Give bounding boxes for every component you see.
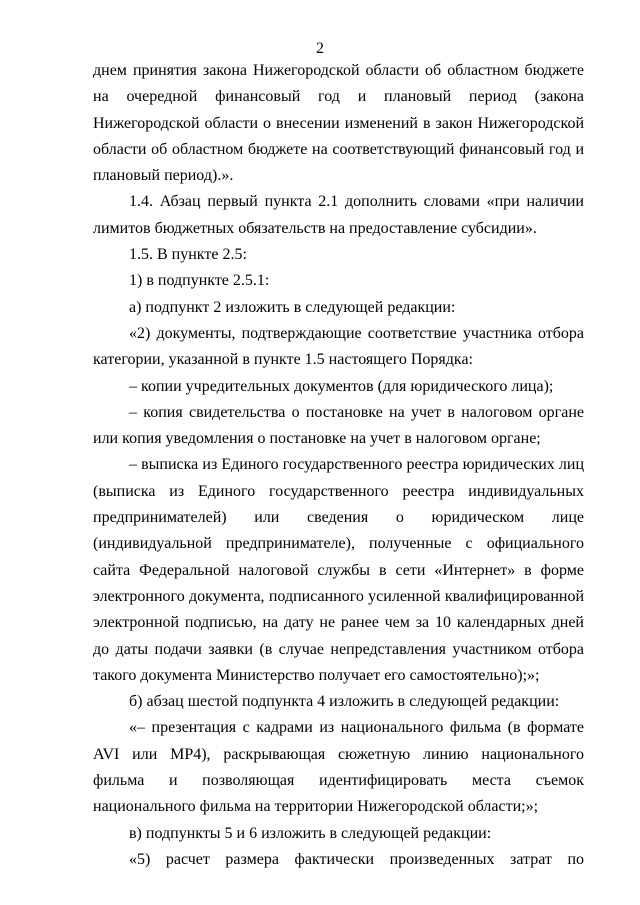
paragraph-quote-2: «2) документы, подтверждающие соответствие участника отбора категории, указанной в пункте 1.5 настоящего Порядка: (93, 324, 584, 369)
paragraph-bullet-tax-certificate: – копия свидетельства о постановке на учет в налоговом органе или копия уведомления о постановке на учет в налоговом органе; (93, 403, 584, 448)
paragraph-subpoint-b: б) абзац шестой подпункта 4 изложить в следующей редакции: (129, 693, 560, 711)
paragraph-subpoint-a: а) подпункт 2 изложить в следующей редакции: (129, 298, 456, 316)
document-body (93, 58, 584, 873)
page-number: 2 (316, 40, 324, 57)
paragraph-1-4: 1.4. Абзац первый пункта 2.1 дополнить словами «при наличии лимитов бюджетных обязательств на предоставление субсидии». (93, 193, 584, 237)
paragraph-bullet-charter: – копии учредительных документов (для юридического лица); (129, 377, 554, 395)
paragraph-continuation: днем принятия закона Нижегородской области об областном бюджете на очередной финансовый год и плановый период (закона Нижегородской области о внесении изменений в закон Нижегородской области об областном бюджете на соответствующий финансовый год и плановый период).». (93, 62, 584, 185)
paragraph-bullet-registry-extract: – выписка из Единого государственного реестра юридических лиц (выписка из Единого государственного реестра индивидуальных предпринимателей) или сведения о юридическом лице (индивидуальной предпринимателе), полученные с официального сайта Федеральной налоговой службы в сети «Интернет» в форме электронного документа, подписанного усиленной квалифицированной электронной подписью, на дату не ранее чем за 10 календарных дней до даты подачи заявки (в случае непредставления участником отбора такого документа Министерство получает его самостоятельно);»; (93, 456, 584, 684)
paragraph-1-5: 1.5. В пункте 2.5: (129, 246, 247, 264)
paragraph-subpoint-v: в) подпункты 5 и 6 изложить в следующей редакции: (129, 824, 492, 842)
paragraph-subpoint-2-5-1: 1) в подпункте 2.5.1: (129, 272, 270, 290)
paragraph-quote-presentation: «– презентация с кадрами из национального фильма (в формате AVI или MP4), раскрывающая сюжетную линию национального фильма и позволяющая идентифицировать места съемок национального фильма на территории Нижегородской области;»; (93, 719, 584, 816)
paragraph-quote-5: «5) расчет размера фактически произведенных затрат по (129, 850, 584, 868)
